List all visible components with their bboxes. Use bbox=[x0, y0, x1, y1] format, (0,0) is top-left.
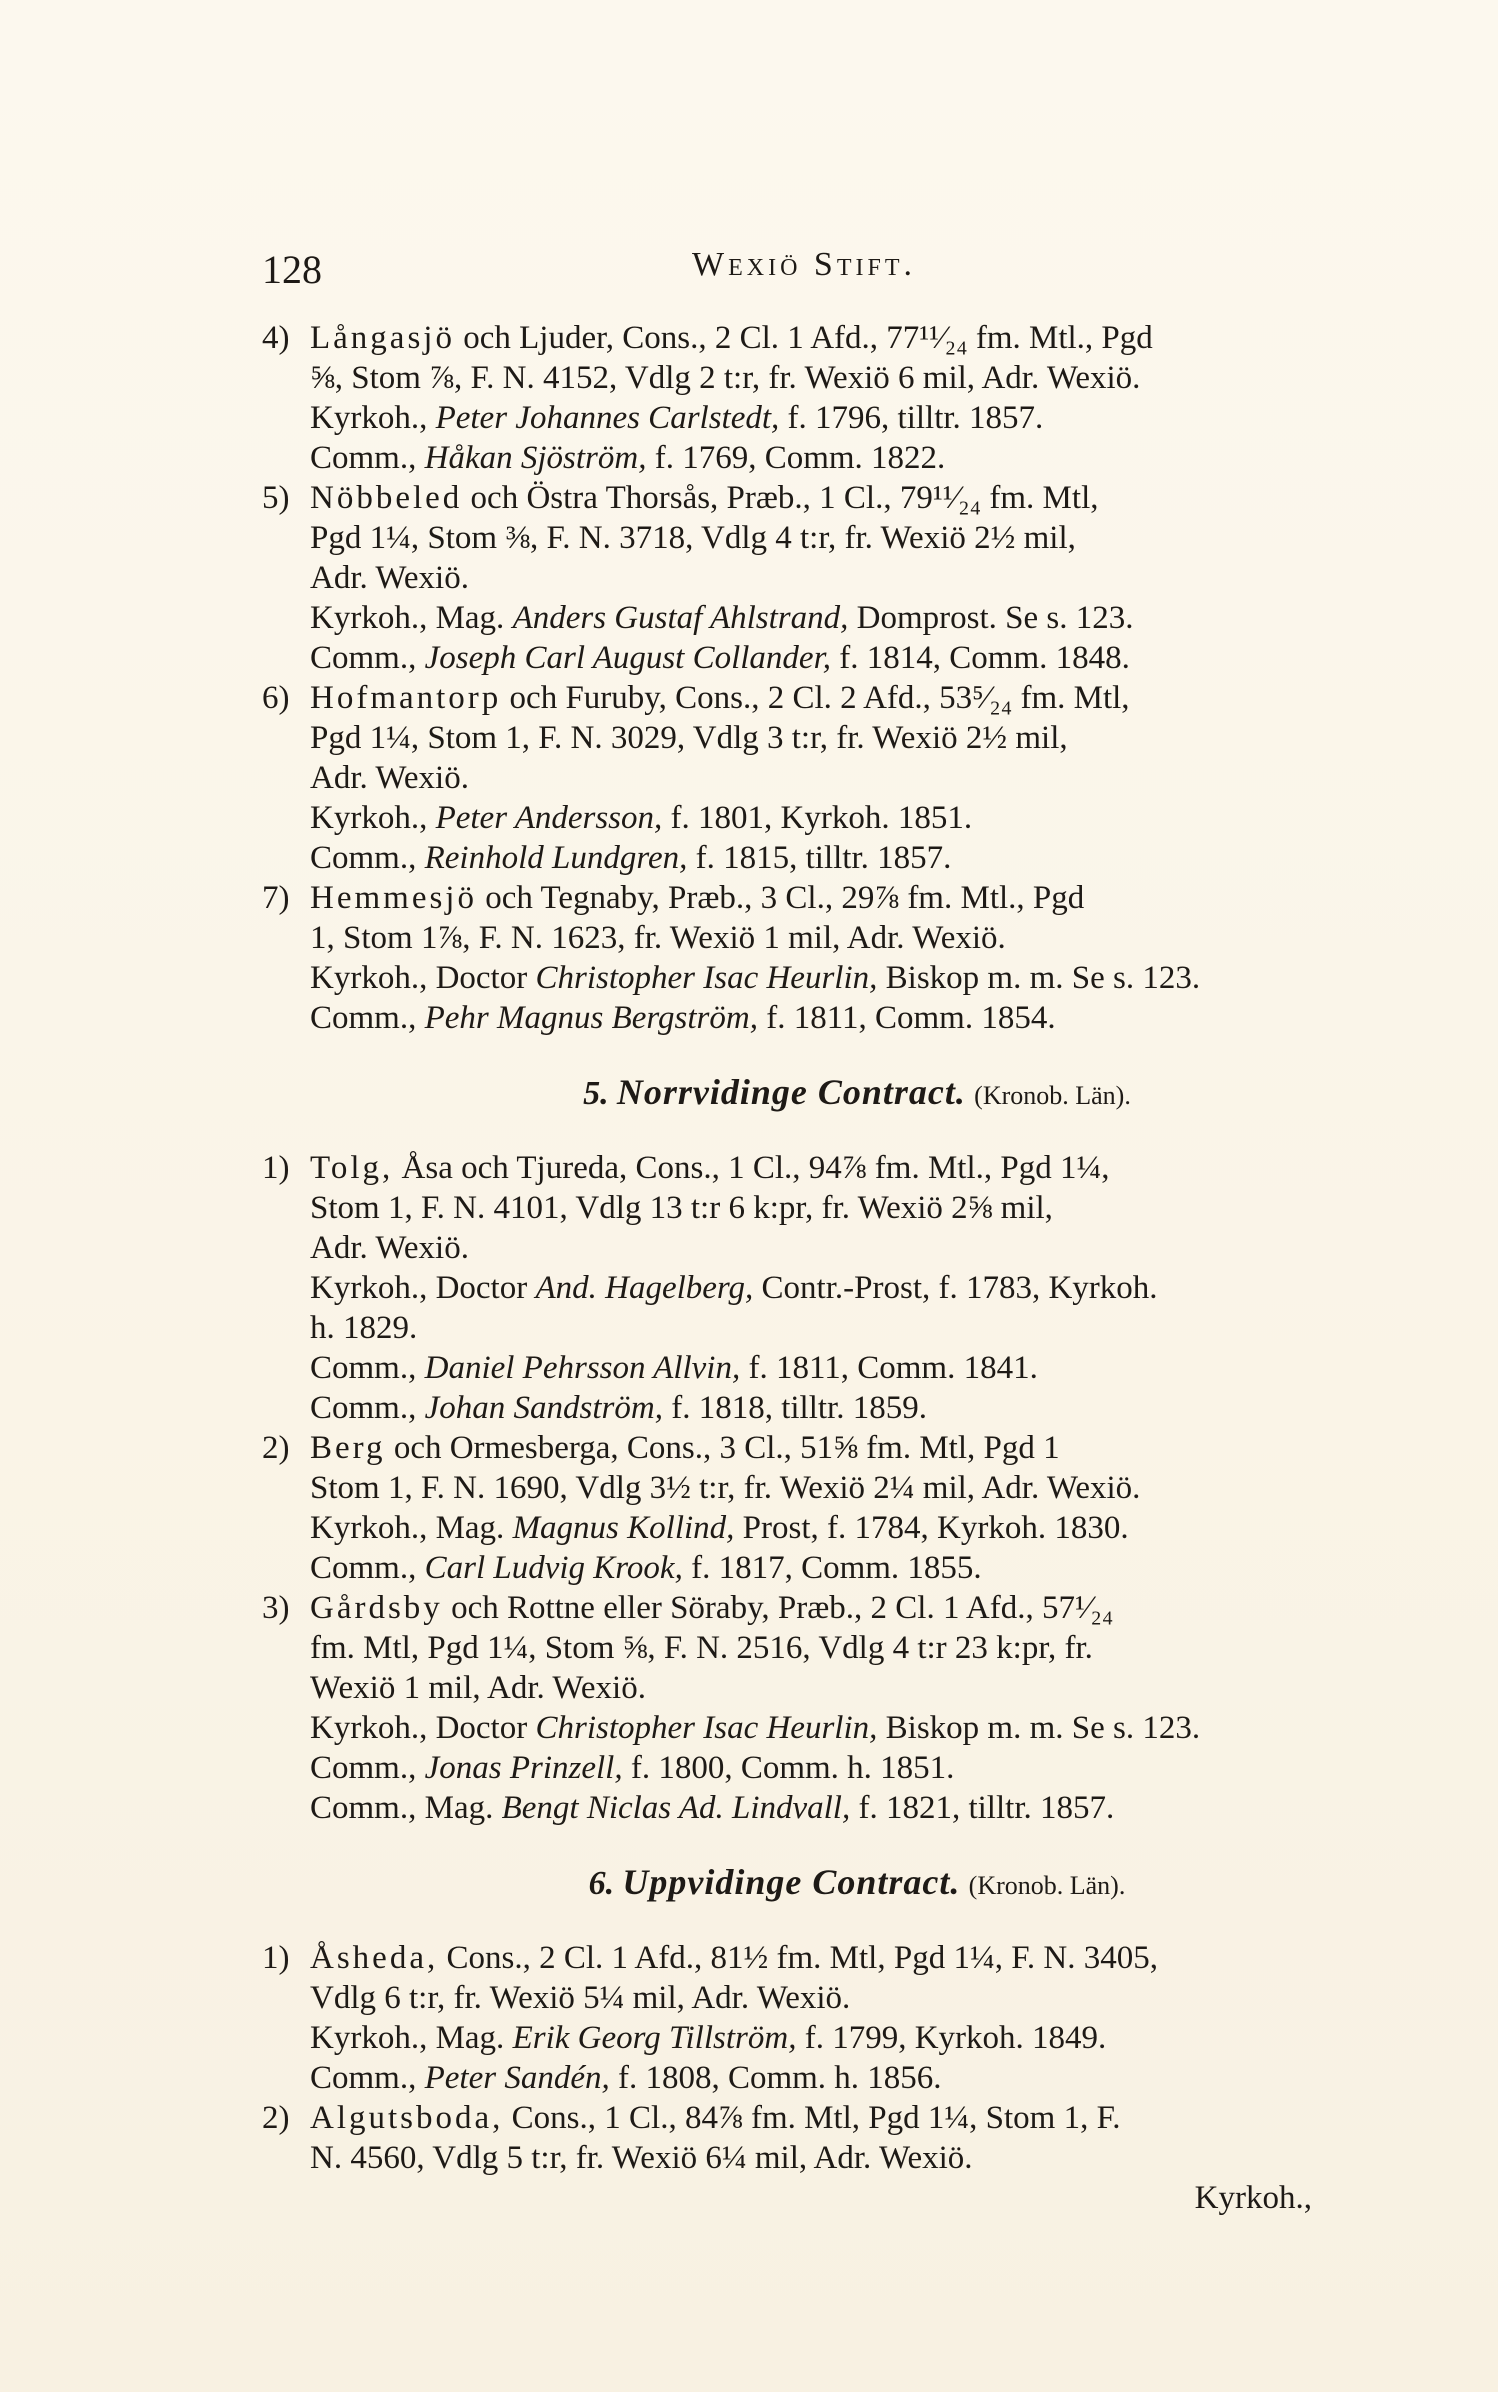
entry-line bbox=[262, 1668, 1452, 1708]
entry-line bbox=[262, 2098, 1452, 2138]
officer-role: Kyrkoh., Mag. bbox=[310, 600, 513, 636]
entries-block-a bbox=[262, 318, 1452, 1038]
parish-name: Nöbbeled bbox=[310, 480, 463, 516]
officer-role: Comm., bbox=[310, 1750, 425, 1786]
officer-role: Comm., bbox=[310, 1350, 425, 1386]
officer-name: Erik Georg Tillström, bbox=[512, 2020, 797, 2056]
section-heading-6 bbox=[262, 1862, 1452, 1908]
officer-line bbox=[262, 438, 1452, 478]
entries-block-c bbox=[262, 1938, 1452, 2178]
entry-text: Pgd 1¼, Stom ⅜, F. N. 3718, Vdlg 4 t:r, fr. Wexiö 2½ mil, bbox=[310, 520, 1076, 556]
parish-entry bbox=[262, 1588, 1452, 1828]
entry-text: Pgd 1¼, Stom 1, F. N. 3029, Vdlg 3 t:r, fr. Wexiö 2½ mil, bbox=[310, 720, 1068, 756]
officer-name: And. Hagelberg, bbox=[535, 1270, 754, 1306]
officer-details: Biskop m. m. Se s. 123. bbox=[877, 960, 1201, 996]
entry-line bbox=[262, 1468, 1452, 1508]
entry-text: Åsa och Tjureda, Cons., 1 Cl., 94⅞ fm. Mtl., Pgd 1¼, bbox=[393, 1150, 1110, 1186]
entry-line bbox=[262, 1148, 1452, 1188]
officer-role: Kyrkoh., Doctor bbox=[310, 1270, 536, 1306]
officer-line bbox=[262, 1348, 1452, 1388]
parish-name: Åsheda, bbox=[310, 1940, 439, 1976]
entry-text: och Ljuder, Cons., 2 Cl. 1 Afd., 77¹¹⁄₂₄ fm. Mtl., Pgd bbox=[454, 320, 1153, 356]
officer-line bbox=[262, 1788, 1452, 1828]
entry-line bbox=[262, 718, 1452, 758]
entry-line bbox=[262, 918, 1452, 958]
entry-number: 4) bbox=[262, 320, 290, 356]
section-note: (Kronob. Län). bbox=[974, 1081, 1131, 1110]
section-number: 6. bbox=[588, 1865, 615, 1902]
entry-text: Wexiö 1 mil, Adr. Wexiö. bbox=[310, 1670, 646, 1706]
section-heading-5 bbox=[262, 1072, 1452, 1118]
entry-text: fm. Mtl, Pgd 1¼, Stom ⅝, F. N. 2516, Vdlg 4 t:r 23 k:pr, fr. bbox=[310, 1630, 1093, 1666]
officer-line bbox=[262, 1708, 1452, 1748]
entry-line bbox=[262, 1938, 1452, 1978]
officer-name: Magnus Kollind, bbox=[512, 1510, 735, 1546]
section-note: (Kronob. Län). bbox=[968, 1871, 1126, 1900]
page-header bbox=[262, 246, 1412, 306]
parish-entry bbox=[262, 678, 1452, 878]
parish-entry bbox=[262, 478, 1452, 678]
parish-entry bbox=[262, 878, 1452, 1038]
entry-number: 2) bbox=[262, 1430, 290, 1466]
entry-number: 1) bbox=[262, 1940, 290, 1976]
entry-line bbox=[262, 358, 1452, 398]
officer-role: Comm., Mag. bbox=[310, 1790, 502, 1826]
entry-text: N. 4560, Vdlg 5 t:r, fr. Wexiö 6¼ mil, Adr. Wexiö. bbox=[310, 2140, 973, 2176]
officer-name: Christopher Isac Heurlin, bbox=[535, 1710, 878, 1746]
entry-text: och Ormesberga, Cons., 3 Cl., 51⅝ fm. Mtl, Pgd 1 bbox=[385, 1430, 1060, 1466]
entry-line bbox=[262, 558, 1452, 598]
officer-name: Peter Johannes Carlstedt, bbox=[435, 400, 780, 436]
officer-details: f. 1801, Kyrkoh. 1851. bbox=[662, 800, 973, 836]
officer-name: Pehr Magnus Bergström, bbox=[424, 1000, 758, 1036]
officer-details: Prost, f. 1784, Kyrkoh. 1830. bbox=[734, 1510, 1129, 1546]
officer-role: Comm., bbox=[310, 440, 425, 476]
page-content bbox=[262, 318, 1452, 2218]
officer-line bbox=[262, 1548, 1452, 1588]
parish-name: Gårdsby bbox=[310, 1590, 443, 1626]
entry-text: ⅝, Stom ⅞, F. N. 4152, Vdlg 2 t:r, fr. Wexiö 6 mil, Adr. Wexiö. bbox=[310, 360, 1141, 396]
entry-line bbox=[262, 1228, 1452, 1268]
officer-name: Peter Andersson, bbox=[435, 800, 663, 836]
officer-line bbox=[262, 2018, 1452, 2058]
parish-name: Berg bbox=[310, 1430, 386, 1466]
officer-role: Comm., bbox=[310, 840, 425, 876]
entry-text: 1, Stom 1⅞, F. N. 1623, fr. Wexiö 1 mil, Adr. Wexiö. bbox=[310, 920, 1006, 956]
entry-line bbox=[262, 758, 1452, 798]
officer-role: Comm., bbox=[310, 640, 425, 676]
officer-role: Comm., bbox=[310, 1000, 425, 1036]
officer-details: f. 1817, Comm. 1855. bbox=[682, 1550, 982, 1586]
officer-line bbox=[262, 998, 1452, 1038]
entry-number: 7) bbox=[262, 880, 290, 916]
entry-text: Stom 1, F. N. 1690, Vdlg 3½ t:r, fr. Wexiö 2¼ mil, Adr. Wexiö. bbox=[310, 1470, 1141, 1506]
officer-role: Kyrkoh., Doctor bbox=[310, 1710, 536, 1746]
officer-name: Håkan Sjöström, bbox=[424, 440, 647, 476]
officer-details: f. 1799, Kyrkoh. 1849. bbox=[796, 2020, 1107, 2056]
officer-details: f. 1769, Comm. 1822. bbox=[646, 440, 946, 476]
entry-line bbox=[262, 318, 1452, 358]
officer-details: f. 1800, Comm. h. 1851. bbox=[622, 1750, 955, 1786]
entry-text: Adr. Wexiö. bbox=[310, 560, 469, 596]
entry-text: och Tegnaby, Præb., 3 Cl., 29⅞ fm. Mtl., Pgd bbox=[476, 880, 1085, 916]
entry-text: och Östra Thorsås, Præb., 1 Cl., 79¹¹⁄₂₄ fm. Mtl, bbox=[462, 480, 1099, 516]
officer-line bbox=[262, 398, 1452, 438]
page-number: 128 bbox=[262, 247, 322, 292]
officer-role: Comm., bbox=[310, 1550, 425, 1586]
officer-details: f. 1808, Comm. h. 1856. bbox=[609, 2060, 942, 2096]
parish-entry bbox=[262, 1938, 1452, 2098]
officer-name: Jonas Prinzell, bbox=[424, 1750, 623, 1786]
officer-line bbox=[262, 1308, 1452, 1348]
entry-line bbox=[262, 1428, 1452, 1468]
entry-line bbox=[262, 878, 1452, 918]
section-title: Norrvidinge Contract. bbox=[616, 1072, 966, 1112]
entry-line bbox=[262, 2138, 1452, 2178]
entry-text: och Furuby, Cons., 2 Cl. 2 Afd., 53⁵⁄₂₄ fm. Mtl, bbox=[501, 680, 1130, 716]
officer-line bbox=[262, 1388, 1452, 1428]
entry-number: 6) bbox=[262, 680, 290, 716]
entry-number: 2) bbox=[262, 2100, 290, 2136]
officer-role: Kyrkoh., bbox=[310, 400, 436, 436]
section-title: Uppvidinge Contract. bbox=[622, 1862, 961, 1902]
entry-text: Stom 1, F. N. 4101, Vdlg 13 t:r 6 k:pr, fr. Wexiö 2⅝ mil, bbox=[310, 1190, 1053, 1226]
entry-line bbox=[262, 1628, 1452, 1668]
officer-role: Comm., bbox=[310, 2060, 425, 2096]
entry-number: 5) bbox=[262, 480, 290, 516]
officer-role: Kyrkoh., Doctor bbox=[310, 960, 536, 996]
officer-line bbox=[262, 1748, 1452, 1788]
entry-line bbox=[262, 478, 1452, 518]
parish-name: Hofmantorp bbox=[310, 680, 502, 716]
officer-name: Johan Sandström, bbox=[424, 1390, 663, 1426]
officer-name: Daniel Pehrsson Allvin, bbox=[424, 1350, 741, 1386]
officer-line bbox=[262, 1508, 1452, 1548]
officer-role: h. 1829. bbox=[310, 1310, 418, 1346]
officer-details: f. 1814, Comm. 1848. bbox=[831, 640, 1130, 676]
officer-name: Carl Ludvig Krook, bbox=[424, 1550, 683, 1586]
parish-entry bbox=[262, 1148, 1452, 1428]
officer-name: Christopher Isac Heurlin, bbox=[535, 960, 878, 996]
officer-details: Contr.-Prost, f. 1783, Kyrkoh. bbox=[753, 1270, 1158, 1306]
officer-line bbox=[262, 2058, 1452, 2098]
parish-name: Hemmesjö bbox=[310, 880, 477, 916]
entry-text: och Rottne eller Söraby, Præb., 2 Cl. 1 Afd., 57¹⁄₂₄ bbox=[442, 1590, 1114, 1626]
section-number: 5. bbox=[583, 1075, 609, 1112]
officer-name: Bengt Niclas Ad. Lindvall, bbox=[501, 1790, 851, 1826]
officer-role: Kyrkoh., Mag. bbox=[310, 2020, 513, 2056]
officer-role: Kyrkoh., bbox=[310, 800, 436, 836]
entry-number: 3) bbox=[262, 1590, 290, 1626]
parish-name: Långasjö bbox=[310, 320, 455, 356]
officer-details: f. 1818, tilltr. 1859. bbox=[662, 1390, 927, 1426]
officer-role: Kyrkoh., Mag. bbox=[310, 1510, 513, 1546]
officer-name: Peter Sandén, bbox=[424, 2060, 610, 2096]
entry-number: 1) bbox=[262, 1150, 290, 1186]
officer-details: Biskop m. m. Se s. 123. bbox=[877, 1710, 1201, 1746]
officer-details: Domprost. Se s. 123. bbox=[848, 600, 1134, 636]
officer-details: f. 1811, Comm. 1841. bbox=[740, 1350, 1038, 1386]
officer-line bbox=[262, 958, 1452, 998]
catchword: Kyrkoh., bbox=[1194, 2180, 1312, 2216]
officer-line bbox=[262, 798, 1452, 838]
officer-details: f. 1821, tilltr. 1857. bbox=[850, 1790, 1115, 1826]
entry-text: Cons., 1 Cl., 84⅞ fm. Mtl, Pgd 1¼, Stom 1, F. bbox=[503, 2100, 1121, 2136]
entry-text: Adr. Wexiö. bbox=[310, 760, 469, 796]
parish-name: Algutsboda, bbox=[310, 2100, 504, 2136]
parish-entry bbox=[262, 1428, 1452, 1588]
entry-text: Adr. Wexiö. bbox=[310, 1230, 469, 1266]
officer-line bbox=[262, 598, 1452, 638]
entries-block-b bbox=[262, 1148, 1452, 1828]
officer-name: Reinhold Lundgren, bbox=[424, 840, 688, 876]
officer-details: f. 1796, tilltr. 1857. bbox=[779, 400, 1044, 436]
officer-line bbox=[262, 638, 1452, 678]
officer-name: Anders Gustaf Ahlstrand, bbox=[512, 600, 849, 636]
entry-line bbox=[262, 518, 1452, 558]
officer-name: Joseph Carl August Collander, bbox=[424, 640, 832, 676]
officer-role: Comm., bbox=[310, 1390, 425, 1426]
entry-text: Cons., 2 Cl. 1 Afd., 81½ fm. Mtl, Pgd 1¼, F. N. 3405, bbox=[438, 1940, 1158, 1976]
running-head: Wexiö Stift. bbox=[692, 246, 916, 283]
entry-line bbox=[262, 1188, 1452, 1228]
entry-line bbox=[262, 1588, 1452, 1628]
entry-line bbox=[262, 1978, 1452, 2018]
parish-entry bbox=[262, 2098, 1452, 2178]
parish-name: Tolg, bbox=[310, 1150, 394, 1186]
officer-details: f. 1811, Comm. 1854. bbox=[757, 1000, 1056, 1036]
officer-details: f. 1815, tilltr. 1857. bbox=[687, 840, 952, 876]
officer-line bbox=[262, 1268, 1452, 1308]
entry-text: Vdlg 6 t:r, fr. Wexiö 5¼ mil, Adr. Wexiö. bbox=[310, 1980, 851, 2016]
parish-entry bbox=[262, 318, 1452, 478]
entry-line bbox=[262, 678, 1452, 718]
officer-line bbox=[262, 838, 1452, 878]
